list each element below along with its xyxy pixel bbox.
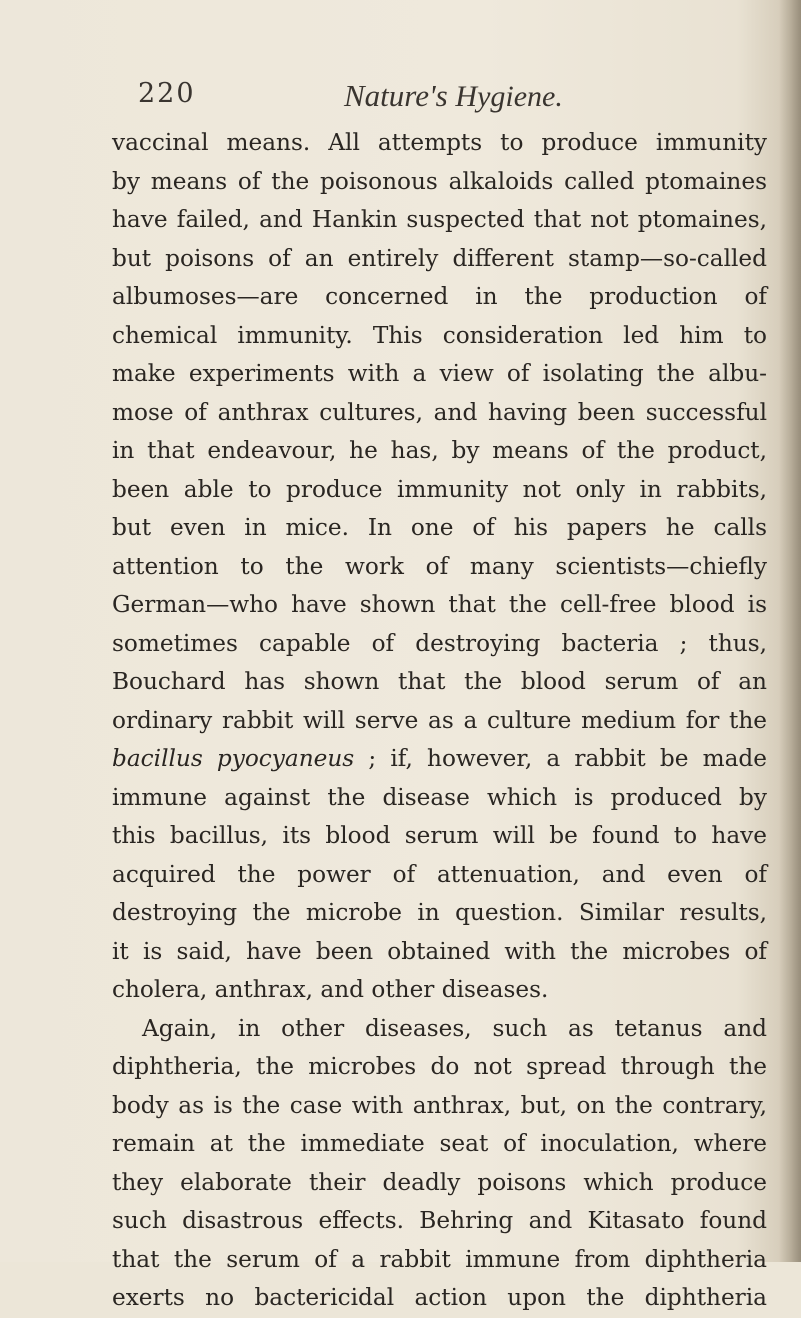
text-line: sometimes capable of destroying bacteria ; thus, bbox=[112, 629, 767, 657]
text-line: but poisons of an entirely different stamp—so-called bbox=[112, 244, 767, 272]
page-number: 220 bbox=[138, 78, 196, 109]
text-line: it is said, have been obtained with the microbes of bbox=[112, 937, 767, 965]
text-line: attention to the work of many scientists—chiefly bbox=[112, 552, 767, 580]
text-line: in that endeavour, he has, by means of the product, bbox=[112, 437, 767, 464]
text-line: diphtheria, the microbes do not spread through the bbox=[112, 1053, 767, 1080]
text-line: this bacillus, its blood serum will be found to have bbox=[112, 822, 767, 849]
running-title-part1: Nature's bbox=[344, 78, 448, 113]
text-line: immune against the disease which is produced by bbox=[112, 783, 767, 811]
text-line: vaccinal means. All attempts to produce immunity bbox=[112, 129, 767, 156]
text-line: remain at the immediate seat of inoculation, where bbox=[112, 1130, 767, 1157]
text-line: that the serum of a rabbit immune from diphtheria bbox=[112, 1245, 767, 1273]
text-line: ordinary rabbit will serve as a culture medium for the bbox=[112, 706, 767, 734]
text-line: by means of the poisonous alkaloids called ptomaines bbox=[112, 167, 767, 195]
text-line: have failed, and Hankin suspected that not ptomaines, bbox=[112, 206, 767, 233]
text-line: make experiments with a view of isolating the albu- bbox=[112, 360, 767, 387]
running-title bbox=[344, 78, 563, 114]
running-head bbox=[0, 78, 801, 118]
text-line: been able to produce immunity not only in rabbits, bbox=[112, 475, 767, 503]
text-line: they elaborate their deadly poisons which produce bbox=[112, 1168, 767, 1196]
text-line: chemical immunity. This consideration led him to bbox=[112, 321, 767, 349]
text-line-paragraph-end: cholera, anthrax, and other diseases. bbox=[112, 976, 549, 1003]
text-line: albumoses—are concerned in the production of bbox=[112, 283, 767, 310]
running-title-part2: Hygiene. bbox=[455, 80, 563, 113]
italic-species-name: bacillus pyocyaneus bbox=[112, 745, 355, 772]
text-fragment: ; if, however, a rabbit be made bbox=[354, 745, 767, 772]
text-line: mose of anthrax cultures, and having been successful bbox=[112, 398, 767, 426]
text-line: Bouchard has shown that the blood serum of an bbox=[112, 668, 767, 695]
text-line: acquired the power of attenuation, and even of bbox=[112, 860, 767, 888]
text-line: destroying the microbe in question. Similar results, bbox=[112, 899, 767, 926]
body-text bbox=[112, 124, 767, 1318]
text-line-mixed bbox=[112, 740, 767, 779]
text-line: such disastrous effects. Behring and Kitasato found bbox=[112, 1207, 767, 1234]
page-edge-shadow bbox=[779, 0, 801, 1262]
text-line: but even in mice. In one of his papers he calls bbox=[112, 514, 767, 541]
text-line-paragraph-start: Again, in other diseases, such as tetanus and bbox=[142, 1014, 767, 1042]
text-line: exerts no bactericidal action upon the diphtheria bbox=[112, 1284, 767, 1311]
text-line: German—who have shown that the cell-free blood is bbox=[112, 591, 767, 618]
text-line: body as is the case with anthrax, but, on the contrary, bbox=[112, 1091, 767, 1119]
